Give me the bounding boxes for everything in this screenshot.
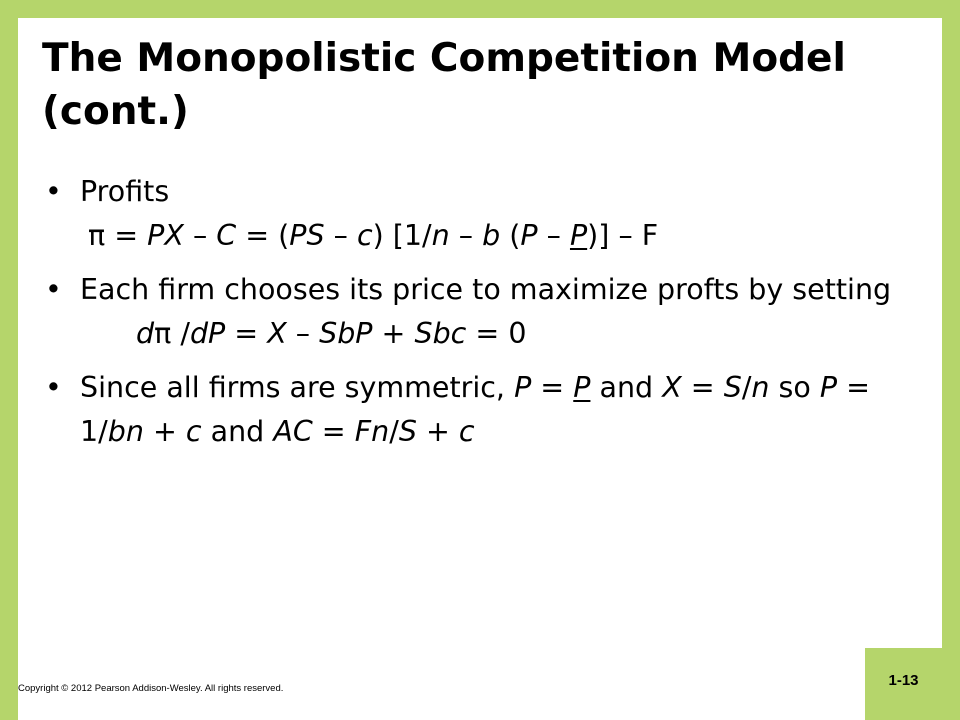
text-var: AC (273, 415, 313, 448)
text-var: n (751, 371, 770, 404)
formula-var: P (520, 219, 538, 252)
text-var: P (514, 371, 532, 404)
formula-var: X (267, 317, 287, 350)
formula-part: = 0 (466, 317, 527, 350)
formula-var: PS (289, 219, 325, 252)
formula-part: – (324, 219, 357, 252)
text-part: = (312, 415, 355, 448)
slide-body (42, 170, 932, 454)
formula-part: )] – F (587, 219, 659, 252)
formula-var: PX (147, 219, 184, 252)
text-part: and (201, 415, 274, 448)
text-var: P (819, 371, 838, 404)
page-number: 1-13 (888, 672, 919, 689)
formula-var: dP (189, 317, 226, 350)
bullet-dot: • (45, 175, 62, 208)
formula-derivative (42, 312, 932, 356)
text-part: / (741, 371, 752, 404)
formula-var: b (482, 219, 501, 252)
formula-var: n (431, 219, 450, 252)
text-part: = 1/ (80, 371, 871, 448)
right-accent-band (942, 0, 960, 720)
text-var: X (662, 371, 682, 404)
formula-part: ( (500, 219, 521, 252)
text-part: / (389, 415, 399, 448)
formula-part: = (225, 317, 268, 350)
text-var: c (458, 415, 475, 448)
slide-canvas (18, 18, 942, 720)
text-part: and (590, 371, 663, 404)
bullet-profits (42, 170, 932, 214)
slide-title: The Monopolistic Competition Model (cont.) (42, 36, 846, 134)
formula-part: π (154, 317, 172, 350)
formula-var: SbP (319, 317, 373, 350)
bullet-text: Each firm chooses its price to maximize profts by setting (80, 273, 892, 306)
bullet-firm-chooses (42, 268, 932, 312)
formula-var: C (216, 219, 237, 252)
text-part: + (143, 415, 186, 448)
formula-part: = ( (236, 219, 290, 252)
formula-part: – (183, 219, 217, 252)
formula-part: = (105, 219, 148, 252)
text-var: S (723, 371, 742, 404)
formula-part: – (286, 317, 320, 350)
formula-var: Sbc (414, 317, 467, 350)
bullet-text (80, 371, 870, 448)
bullet-dot: • (45, 273, 62, 306)
formula-part: + (372, 317, 415, 350)
bullet-text: Profits (80, 175, 170, 208)
formula-part: / (171, 317, 190, 350)
text-var-average-price: P (573, 371, 591, 404)
formula-part: ) [1/ (372, 219, 432, 252)
formula-var-average-price: P (569, 219, 588, 252)
text-var: bn (107, 415, 144, 448)
text-part: = (531, 371, 574, 404)
bullet-dot: • (45, 371, 62, 404)
formula-part: – (537, 219, 570, 252)
text-part: + (416, 415, 459, 448)
copyright-notice: Copyright © 2012 Pearson Addison-Wesley. All rights reserved. (18, 683, 284, 694)
text-var: S (398, 415, 417, 448)
text-part: so (769, 371, 820, 404)
text-var: Fn (354, 415, 390, 448)
formula-part: – (449, 219, 483, 252)
bullet-symmetric (42, 366, 932, 454)
formula-profit (42, 214, 932, 258)
text-part: = (681, 371, 724, 404)
text-part: Since all firms are symmetric, (80, 371, 515, 404)
text-var: c (185, 415, 202, 448)
formula-var: c (356, 219, 373, 252)
formula-var: d (136, 317, 155, 350)
formula-part: π (88, 219, 106, 252)
